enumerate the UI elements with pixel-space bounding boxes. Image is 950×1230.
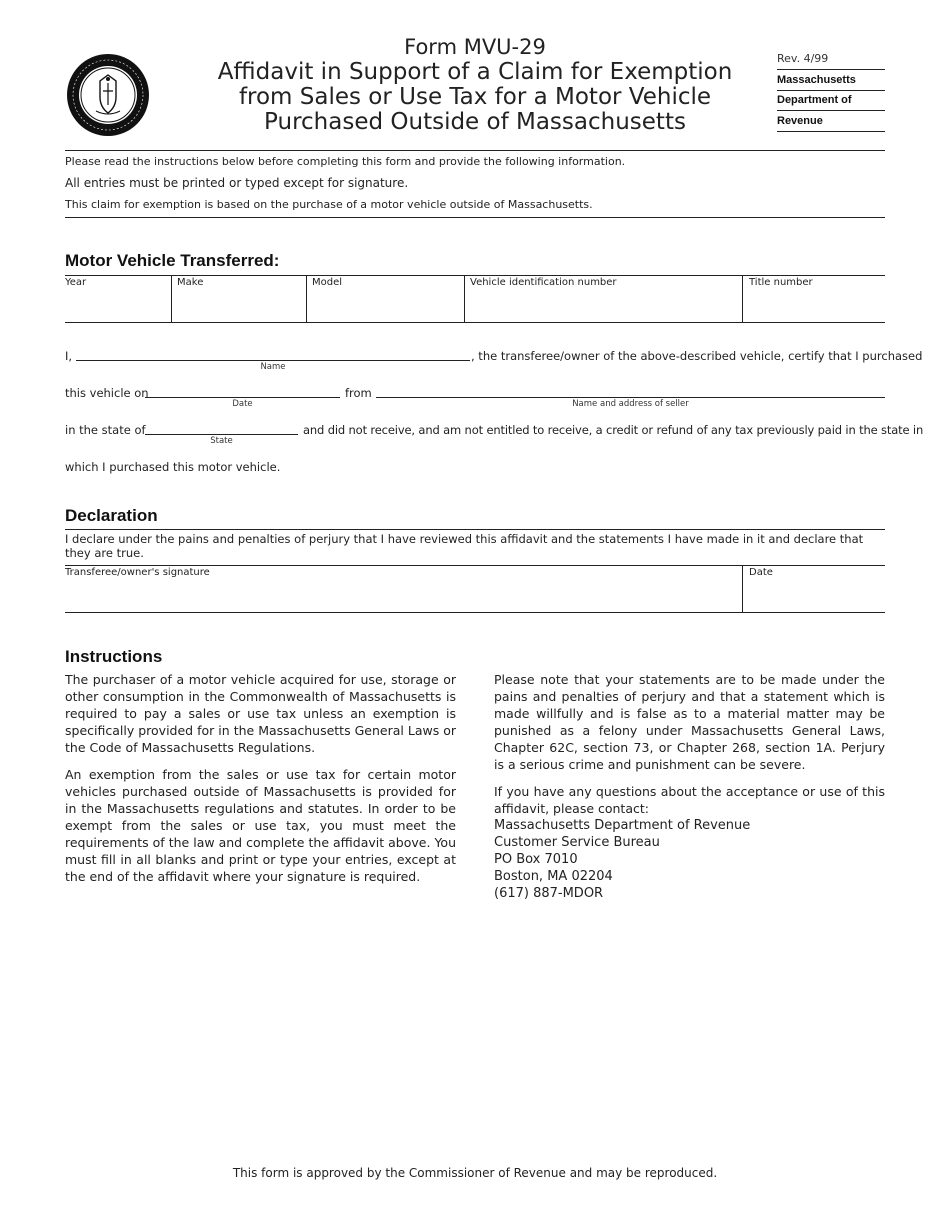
contact-line: (617) 887-MDOR bbox=[494, 886, 604, 901]
instructions-right-column bbox=[494, 671, 885, 902]
vin-field[interactable] bbox=[469, 297, 738, 317]
intro-line: This claim for exemption is based on the purchase of a motor vehicle outside of Massachusetts. bbox=[65, 198, 593, 211]
contact-intro: If you have any questions about the acceptance or use of this affidavit, please contact: bbox=[494, 784, 885, 816]
contact-line: Massachusetts Department of Revenue bbox=[494, 818, 751, 833]
statement-vehicle-on: this vehicle on bbox=[65, 386, 149, 400]
statement-from: from bbox=[345, 386, 372, 400]
state-caption: State bbox=[210, 436, 233, 446]
state-field[interactable] bbox=[145, 415, 298, 433]
statement-in-state-of: in the state of bbox=[65, 423, 146, 437]
model-label: Model bbox=[312, 277, 343, 288]
title-number-label: Title number bbox=[749, 277, 813, 288]
department-line: Revenue bbox=[777, 115, 823, 127]
declaration-date-label: Date bbox=[749, 567, 773, 578]
department-line: Department of bbox=[777, 94, 852, 106]
contact-line: Customer Service Bureau bbox=[494, 835, 660, 850]
purchase-date-field[interactable] bbox=[145, 378, 340, 396]
declaration-text: I declare under the pains and penalties of perjury that I have reviewed this affidavit and the statements I have made in it and declare that they are true. bbox=[65, 532, 864, 560]
instructions-heading: Instructions bbox=[65, 647, 163, 666]
statement-credit-text: and did not receive, and am not entitled to receive, a credit or refund of any tax previously paid in the state in bbox=[303, 423, 924, 437]
year-field[interactable] bbox=[67, 297, 167, 317]
statement-transferee-text: , the transferee/owner of the above-described vehicle, certify that I purchased bbox=[471, 349, 923, 363]
statement-i-prefix: I, bbox=[65, 349, 73, 363]
seller-field[interactable] bbox=[376, 378, 885, 396]
department-line: Massachusetts bbox=[777, 74, 856, 86]
signature-field[interactable] bbox=[67, 586, 737, 608]
form-title-block bbox=[190, 35, 760, 135]
title-number-field[interactable] bbox=[747, 297, 881, 317]
perjury-paragraph: Please note that your statements are to be made under the pains and penalties of perjury and that a statement which is made willfully and is false as to a material matter may be punished as a felony under Massachusetts General Laws, Chapter 62C, section 73, or Chapter 268, section 1A. Perjury is a serious crime and punishment can be severe. bbox=[494, 672, 885, 772]
year-label: Year bbox=[65, 277, 87, 288]
contact-line: PO Box 7010 bbox=[494, 852, 578, 867]
instructions-paragraph: An exemption from the sales or use tax for certain motor vehicles purchased outside of Massachusetts is provided for in the Massachusetts regulations and statutes. In order to be exempt from the sales or use tax, you must meet the requirements of the law and complete the affidavit above. You must fill in all blanks and print or type your entries, except at the end of the affidavit where your signature is required. bbox=[65, 767, 456, 884]
signature-label: Transferee/owner's signature bbox=[65, 567, 210, 578]
instructions-paragraph: The purchaser of a motor vehicle acquired for use, storage or other consumption in the Commonwealth of Massachusetts is required to pay a sales or use tax unless an exemption is specifically provided for in the Massachusetts General Laws or the Code of Massachusetts Regulations. bbox=[65, 672, 456, 755]
form-title-line: Purchased Outside of Massachusetts bbox=[264, 109, 686, 135]
statement-closing: which I purchased this motor vehicle. bbox=[65, 460, 281, 474]
revision-date: Rev. 4/99 bbox=[777, 52, 829, 65]
vin-label: Vehicle identification number bbox=[470, 277, 617, 288]
declaration-heading: Declaration bbox=[65, 506, 158, 525]
contact-line: Boston, MA 02204 bbox=[494, 869, 613, 884]
seller-caption: Name and address of seller bbox=[572, 399, 689, 409]
make-field[interactable] bbox=[176, 297, 302, 317]
make-label: Make bbox=[177, 277, 204, 288]
vehicle-section-heading: Motor Vehicle Transferred: bbox=[65, 251, 280, 270]
declaration-date-field[interactable] bbox=[747, 586, 881, 608]
date-caption: Date bbox=[232, 399, 253, 409]
form-title-line: from Sales or Use Tax for a Motor Vehicle bbox=[238, 84, 712, 110]
name-field[interactable] bbox=[76, 341, 470, 359]
model-field[interactable] bbox=[311, 297, 460, 317]
intro-line: Please read the instructions below before completing this form and provide the following information. bbox=[65, 155, 626, 168]
seal-icon bbox=[66, 53, 150, 137]
intro-line: All entries must be printed or typed except for signature. bbox=[65, 176, 409, 190]
name-caption: Name bbox=[260, 362, 286, 372]
form-number: Form MVU-29 bbox=[404, 35, 546, 59]
form-title-line: Affidavit in Support of a Claim for Exemption bbox=[217, 59, 733, 85]
footer-note: This form is approved by the Commissioner of Revenue and may be reproduced. bbox=[232, 1166, 718, 1180]
instructions-left-column bbox=[65, 671, 456, 895]
